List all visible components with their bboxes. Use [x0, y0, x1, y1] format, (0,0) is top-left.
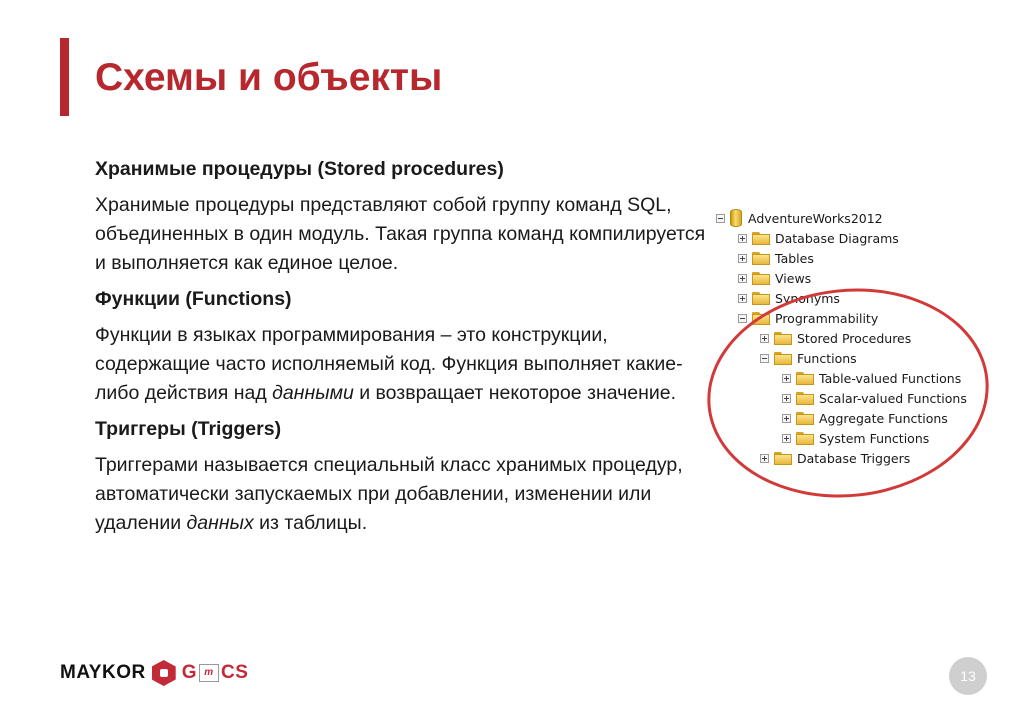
triggers-text: [95, 451, 715, 538]
logo-cs: CS: [220, 662, 249, 683]
tree-node[interactable]: [738, 268, 811, 288]
expand-icon[interactable]: [738, 274, 747, 283]
hexagon-logo-icon: [152, 660, 176, 686]
tree-node-label: Database Triggers: [797, 450, 911, 466]
tree-node[interactable]: [782, 388, 967, 408]
tree-node[interactable]: [738, 228, 899, 248]
functions-text-emphasis: данными: [272, 382, 354, 404]
tree-node-label: Synonyms: [775, 290, 840, 306]
tree-node-label: Aggregate Functions: [819, 410, 948, 426]
tree-node-label: Tables: [775, 250, 814, 266]
tree-node[interactable]: [760, 448, 910, 468]
tree-node[interactable]: [738, 248, 814, 268]
tree-node-label: Scalar-valued Functions: [819, 390, 967, 406]
expand-icon[interactable]: [782, 434, 791, 443]
collapse-icon[interactable]: [738, 314, 747, 323]
expand-icon[interactable]: [760, 454, 769, 463]
collapse-icon[interactable]: [716, 214, 725, 223]
tree-node-label: AdventureWorks2012: [748, 210, 883, 226]
functions-text-part: и возвращает некоторое значение.: [353, 382, 677, 404]
folder-icon: [752, 272, 770, 285]
collapse-icon[interactable]: [760, 354, 769, 363]
triggers-text-part: Триггерами называется специальный класс хранимых процедур, автоматически запускаемых при добавлении, изменении или удалении: [95, 454, 683, 534]
tree-node[interactable]: [782, 408, 948, 428]
functions-heading: Функции (Functions): [95, 288, 292, 310]
triggers-text-emphasis: данных: [186, 512, 254, 534]
tree-node[interactable]: [738, 288, 840, 308]
database-icon: [730, 209, 742, 227]
tree-node[interactable]: [738, 308, 878, 328]
tree-node[interactable]: [760, 348, 857, 368]
folder-icon: [752, 252, 770, 265]
expand-icon[interactable]: [738, 254, 747, 263]
logo-m-box-icon: m: [199, 664, 219, 682]
folder-icon: [774, 332, 792, 345]
folder-icon: [774, 452, 792, 465]
logo-g: G: [181, 662, 197, 683]
folder-icon: [752, 292, 770, 305]
tree-node-label: Programmability: [775, 310, 879, 326]
folder-icon: [796, 372, 814, 385]
functions-text: [95, 321, 715, 408]
tree-node-label: Table-valued Functions: [819, 370, 962, 386]
expand-icon[interactable]: [782, 414, 791, 423]
stored-procedures-text: Хранимые процедуры представляют собой группу команд SQL, объединенных в один модуль. Такая группа команд компилируется и выполняется как единое целое.: [95, 194, 706, 274]
functions-text-part: Функции в языках программирования – это конструкции, содержащие часто исполняемый код. Функция выполняет какие-либо действия над: [95, 324, 683, 404]
title-accent-bar: [60, 38, 69, 116]
tree-node[interactable]: [760, 328, 911, 348]
expand-icon[interactable]: [782, 394, 791, 403]
expand-icon[interactable]: [738, 294, 747, 303]
expand-icon[interactable]: [738, 234, 747, 243]
folder-icon: [796, 432, 814, 445]
tree-node-label: Views: [775, 270, 812, 286]
folder-icon: [752, 312, 770, 325]
stored-procedures-heading: Хранимые процедуры (Stored procedures): [95, 158, 504, 180]
slide-title: Схемы и объекты: [95, 56, 443, 99]
tree-node-label: Stored Procedures: [797, 330, 912, 346]
expand-icon[interactable]: [782, 374, 791, 383]
tree-node-label: Database Diagrams: [775, 230, 899, 246]
company-logo: [60, 660, 248, 686]
folder-icon: [796, 412, 814, 425]
tree-node-label: Functions: [797, 350, 857, 366]
triggers-heading: Триггеры (Triggers): [95, 418, 282, 440]
tree-node[interactable]: [782, 368, 961, 388]
logo-maykor-text: MAYKOR: [60, 662, 146, 683]
tree-node-root[interactable]: [716, 208, 883, 228]
tree-node[interactable]: [782, 428, 929, 448]
folder-icon: [796, 392, 814, 405]
expand-icon[interactable]: [760, 334, 769, 343]
triggers-text-part: из таблицы.: [253, 512, 368, 534]
folder-icon: [752, 232, 770, 245]
slide-content: [95, 155, 715, 545]
folder-icon: [774, 352, 792, 365]
logo-gmcs-text: [182, 662, 249, 684]
tree-node-label: System Functions: [819, 430, 930, 446]
page-number-badge: 13: [949, 657, 987, 695]
